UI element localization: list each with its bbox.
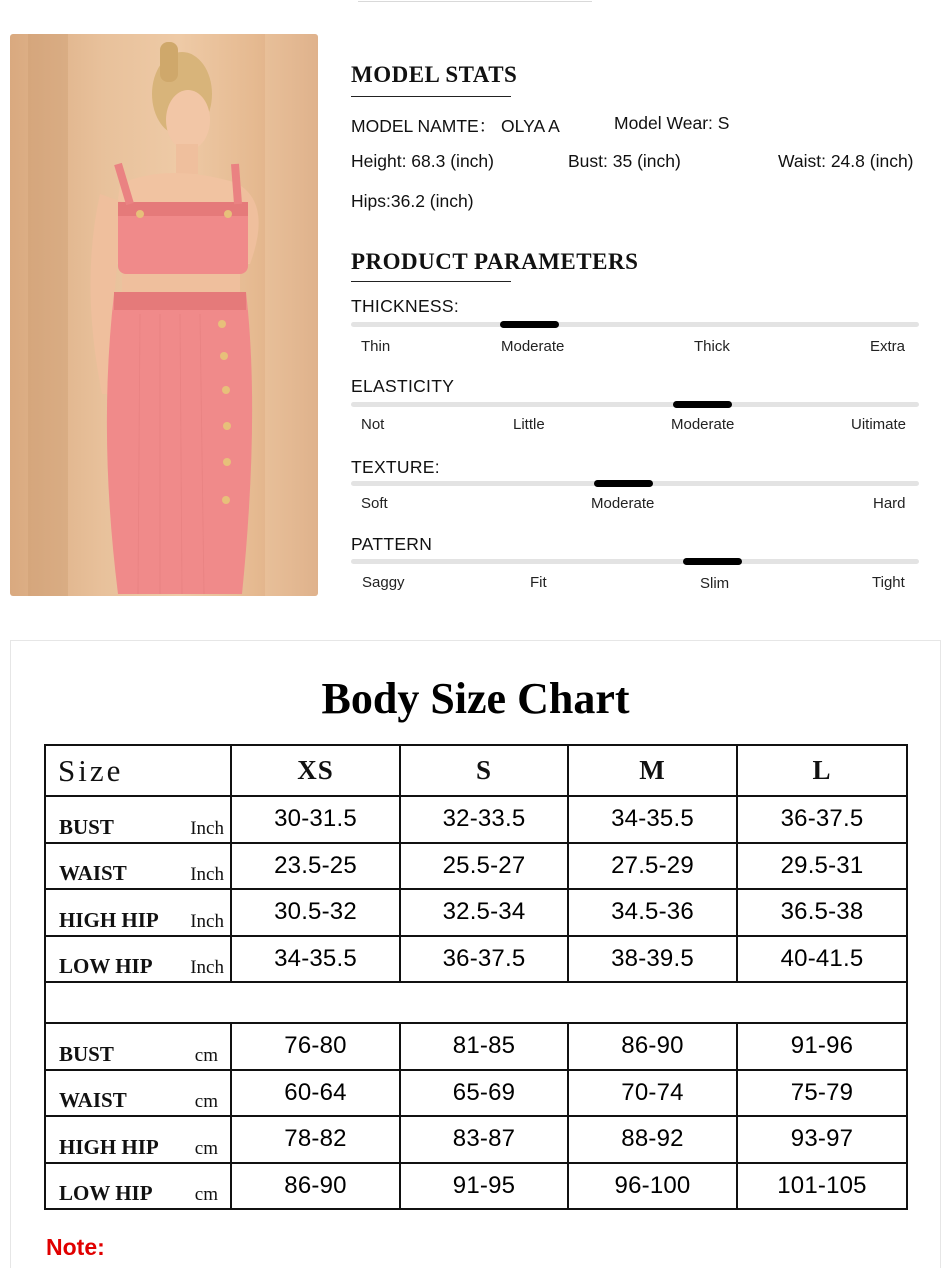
elasticity-tick: Little [513, 416, 545, 433]
size-value: 65-69 [400, 1070, 568, 1117]
texture-tick: Soft [361, 495, 388, 512]
model-stats-underline [351, 96, 511, 97]
size-value: 81-85 [400, 1023, 568, 1070]
size-value: 101-105 [737, 1163, 907, 1210]
table-spacer-cell [45, 982, 907, 1023]
table-row [45, 796, 907, 843]
elasticity-tick: Not [361, 416, 385, 433]
unit-label: Inch [190, 817, 224, 839]
thickness-tick: Extra [870, 338, 906, 355]
size-value: 29.5-31 [737, 843, 907, 890]
pattern-indicator [683, 558, 742, 565]
texture-tick: Moderate [591, 495, 655, 512]
texture-indicator [594, 480, 653, 487]
product-parameters-underline [351, 281, 511, 282]
elasticity-indicator [673, 401, 732, 408]
size-value: 38-39.5 [568, 936, 737, 983]
thickness-scale [351, 322, 919, 327]
size-header-cell: XS [231, 745, 400, 796]
texture-tick: Hard [873, 495, 906, 512]
unit-label: cm [194, 1137, 218, 1159]
size-header-cell: Size [45, 745, 231, 796]
thickness-tick: Moderate [501, 338, 565, 355]
measure-label: LOW HIP [59, 1181, 153, 1205]
measure-label: LOW HIP [59, 954, 153, 978]
size-header-cell: L [737, 745, 907, 796]
measure-label: BUST [59, 1041, 114, 1066]
measure-label: WAIST [59, 1088, 127, 1112]
pattern-tick: Saggy [362, 574, 405, 591]
table-row [45, 1070, 907, 1117]
model-photo [10, 34, 318, 596]
thickness-tick: Thick [694, 338, 730, 355]
texture-label: TEXTURE: [351, 457, 440, 477]
size-value: 30.5-32 [231, 889, 400, 936]
pattern-tick: Slim [700, 575, 730, 592]
top-divider [358, 1, 592, 2]
pattern-scale [351, 559, 919, 564]
size-value: 60-64 [231, 1070, 400, 1117]
model-photo-illustration [10, 34, 318, 596]
measure-label: HIGH HIP [59, 1134, 159, 1159]
size-value: 34-35.5 [231, 936, 400, 983]
size-value: 70-74 [568, 1070, 737, 1117]
size-value: 36.5-38 [737, 889, 907, 936]
size-value: 36-37.5 [400, 936, 568, 983]
elasticity-label: ELASTICITY [351, 376, 455, 396]
table-row [45, 889, 907, 936]
row-label-cell [45, 843, 231, 890]
size-value: 32.5-34 [400, 889, 568, 936]
pattern-label: PATTERN [351, 534, 433, 554]
size-value: 32-33.5 [400, 796, 568, 843]
size-value: 25.5-27 [400, 843, 568, 890]
unit-label: Inch [190, 957, 224, 978]
size-value: 34-35.5 [568, 796, 737, 843]
thickness-label: THICKNESS: [351, 296, 460, 316]
size-value: 40-41.5 [737, 936, 907, 983]
size-chart-table [44, 744, 908, 1210]
model-height: Height: 68.3 (inch) [351, 151, 494, 171]
measure-label: BUST [59, 814, 114, 839]
size-value: 96-100 [568, 1163, 737, 1210]
model-name: MODEL NAMTE： OLYA A [351, 116, 560, 136]
size-value: 76-80 [231, 1023, 400, 1070]
elasticity-scale [351, 402, 919, 407]
size-value: 30-31.5 [231, 796, 400, 843]
table-row [45, 1023, 907, 1070]
table-row [45, 1163, 907, 1210]
unit-label: cm [194, 1091, 218, 1112]
size-value: 91-95 [400, 1163, 568, 1210]
table-spacer-row [45, 982, 907, 1023]
measure-label: HIGH HIP [59, 907, 159, 932]
model-waist: Waist: 24.8 (inch) [778, 151, 914, 171]
model-wear: Model Wear: S [614, 113, 730, 133]
size-header-cell: M [568, 745, 737, 796]
size-header-row [45, 745, 907, 796]
size-chart-title: Body Size Chart [321, 674, 630, 723]
elasticity-tick: Moderate [671, 416, 735, 433]
unit-label: cm [194, 1044, 218, 1066]
note-label: Note: [46, 1234, 105, 1260]
pattern-tick: Fit [530, 574, 547, 591]
row-label-cell [45, 1023, 231, 1070]
row-label-cell [45, 936, 231, 983]
size-value: 86-90 [231, 1163, 400, 1210]
unit-label: Inch [190, 864, 224, 885]
row-label-cell [45, 1070, 231, 1117]
thickness-tick: Thin [361, 338, 391, 355]
size-value: 75-79 [737, 1070, 907, 1117]
texture-scale [351, 481, 919, 486]
row-label-cell [45, 1163, 231, 1210]
table-row [45, 1116, 907, 1163]
model-stats-title: MODEL STATS [351, 62, 518, 87]
size-value: 36-37.5 [737, 796, 907, 843]
unit-label: Inch [190, 910, 224, 932]
pattern-tick: Tight [872, 574, 905, 591]
size-value: 83-87 [400, 1116, 568, 1163]
thickness-indicator [500, 321, 559, 328]
measure-label: WAIST [59, 861, 127, 885]
size-value: 23.5-25 [231, 843, 400, 890]
row-label-cell [45, 889, 231, 936]
size-header-cell: S [400, 745, 568, 796]
table-row [45, 843, 907, 890]
row-label-cell [45, 796, 231, 843]
size-value: 91-96 [737, 1023, 907, 1070]
row-label-cell [45, 1116, 231, 1163]
size-value: 88-92 [568, 1116, 737, 1163]
size-value: 86-90 [568, 1023, 737, 1070]
size-value: 27.5-29 [568, 843, 737, 890]
model-hips: Hips:36.2 (inch) [351, 191, 474, 211]
table-row [45, 936, 907, 983]
size-value: 93-97 [737, 1116, 907, 1163]
elasticity-tick: Uitimate [851, 416, 907, 433]
size-value: 78-82 [231, 1116, 400, 1163]
model-bust: Bust: 35 (inch) [568, 151, 681, 171]
unit-label: cm [194, 1184, 218, 1205]
size-value: 34.5-36 [568, 889, 737, 936]
product-parameters-title: PRODUCT PARAMETERS [351, 249, 639, 274]
